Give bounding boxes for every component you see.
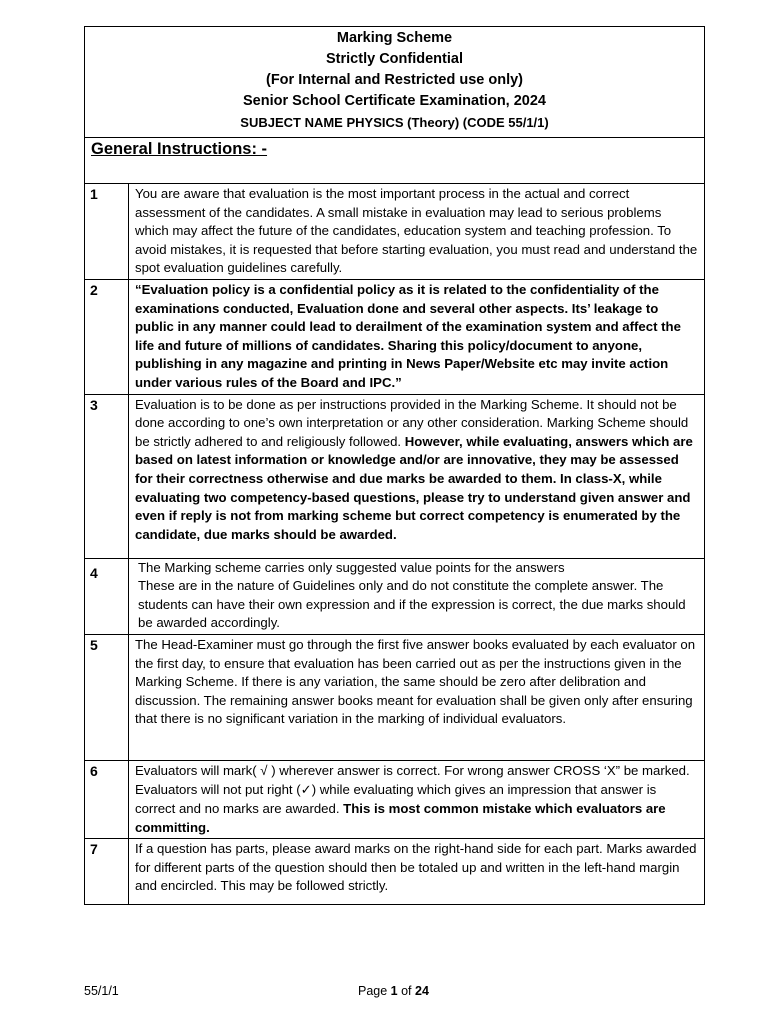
instruction-number: 2: [85, 279, 129, 394]
section-title-cell: [85, 138, 705, 184]
section-title-row: [85, 138, 705, 184]
page-current: 1: [390, 984, 398, 998]
section-title: General Instructions: -: [91, 140, 268, 158]
footer-code: 55/1/1: [84, 984, 119, 998]
instruction-text: [129, 394, 705, 558]
instruction-number: 5: [85, 634, 129, 760]
page-of: of: [397, 984, 415, 998]
instruction-text: [129, 558, 705, 634]
page-total: 24: [415, 984, 429, 998]
instruction-row: [85, 634, 705, 760]
instruction-number: 7: [85, 839, 129, 905]
instruction-number: 6: [85, 760, 129, 838]
instruction-text-plain: Evaluation is to be done as per instructions provided in the Marking Scheme. It should not be done according to one’s own interpretation or any other consideration. Marking Scheme should be strictly adhered to and religiously followed.: [135, 396, 689, 449]
instruction-text-line: The Marking scheme carries only suggested value points for the answers: [138, 559, 565, 575]
instruction-number: 4: [85, 558, 129, 634]
instruction-text: You are aware that evaluation is the most important process in the actual and correct assessment of the candidates. A small mistake in evaluation may lead to serious problems which may affect the future of the candidates, education system and teaching profession. To avoid mistakes, it is requested that before starting evaluation, you must read and understand the spot evaluation guidelines carefully.: [129, 184, 705, 280]
instruction-text-bold: However, while evaluating, answers which are based on latest information or knowledge and/or are innovative, they may be assessed for their correctness otherwise and due marks be awarded to them. In class-X, while evaluating two competency-based questions, please try to understand given answer and even if reply is not from marking scheme but correct competency is enumerated by the candidate, due marks should be awarded.: [135, 433, 693, 542]
instructions-table: [84, 26, 705, 905]
instruction-text-part: Evaluators will mark( √ ) wherever answer is correct. For wrong answer CROSS ‘X” be marked. Evaluators will not put right (: [135, 762, 690, 797]
page-number: [358, 984, 429, 998]
header-subject: SUBJECT NAME PHYSICS (Theory) (CODE 55/1/1): [240, 115, 549, 130]
instruction-row: [85, 184, 705, 280]
instruction-text: “Evaluation policy is a confidential policy as it is related to the confidentiality of the examinations conducted, Evaluation done and several other aspects. Its’ leakage to public in any manner could lead to derailment of the examination system and affect the life and future of millions of candidates. Sharing this policy/document to anyone, publishing in any magazine and printing in News Paper/Website etc may invite action under various rules of the Board and IPC.”: [129, 279, 705, 394]
instruction-row: [85, 839, 705, 905]
header-title: Marking Scheme: [336, 30, 453, 46]
instruction-row: [85, 279, 705, 394]
instruction-text-para: These are in the nature of Guidelines only and do not constitute the complete answer. The students can have their own expression and if the expression is correct, the due marks should be awarded accordingly.: [138, 578, 686, 631]
document-header: [85, 27, 705, 138]
instruction-number: 3: [85, 394, 129, 558]
tick-mark-icon: ✓: [300, 782, 312, 798]
instruction-row: [85, 394, 705, 558]
instruction-text: [129, 760, 705, 838]
instruction-row: [85, 558, 705, 634]
header-row: [85, 27, 705, 138]
instruction-text-bold: This is most common mistake which evaluators are committing.: [135, 801, 666, 835]
instruction-text: If a question has parts, please award marks on the right-hand side for each part. Marks awarded for different parts of the question should then be totaled up and written in the left-hand margin and encircled. This may be followed strictly.: [129, 839, 705, 905]
page-prefix: Page: [358, 984, 391, 998]
header-restricted-note: (For Internal and Restricted use only): [266, 72, 524, 88]
instruction-row: [85, 760, 705, 838]
header-exam-name: Senior School Certificate Examination, 2024: [243, 93, 546, 109]
instruction-text: The Head-Examiner must go through the first five answer books evaluated by each evaluator on the first day, to ensure that evaluation has been carried out as per the instructions given in the Marking Scheme. If there is any variation, the same should be zero after delibration and discussion. The remaining answer books meant for evaluation shall be given only after ensuring that there is no significant variation in the marking of individual evaluators.: [129, 634, 705, 760]
marking-scheme-document: [84, 26, 704, 905]
header-confidential: Strictly Confidential: [326, 51, 463, 67]
instruction-text-part: ) while evaluating which gives an impression that answer is correct and no marks are awarded.: [135, 781, 657, 817]
instruction-number: 1: [85, 184, 129, 280]
